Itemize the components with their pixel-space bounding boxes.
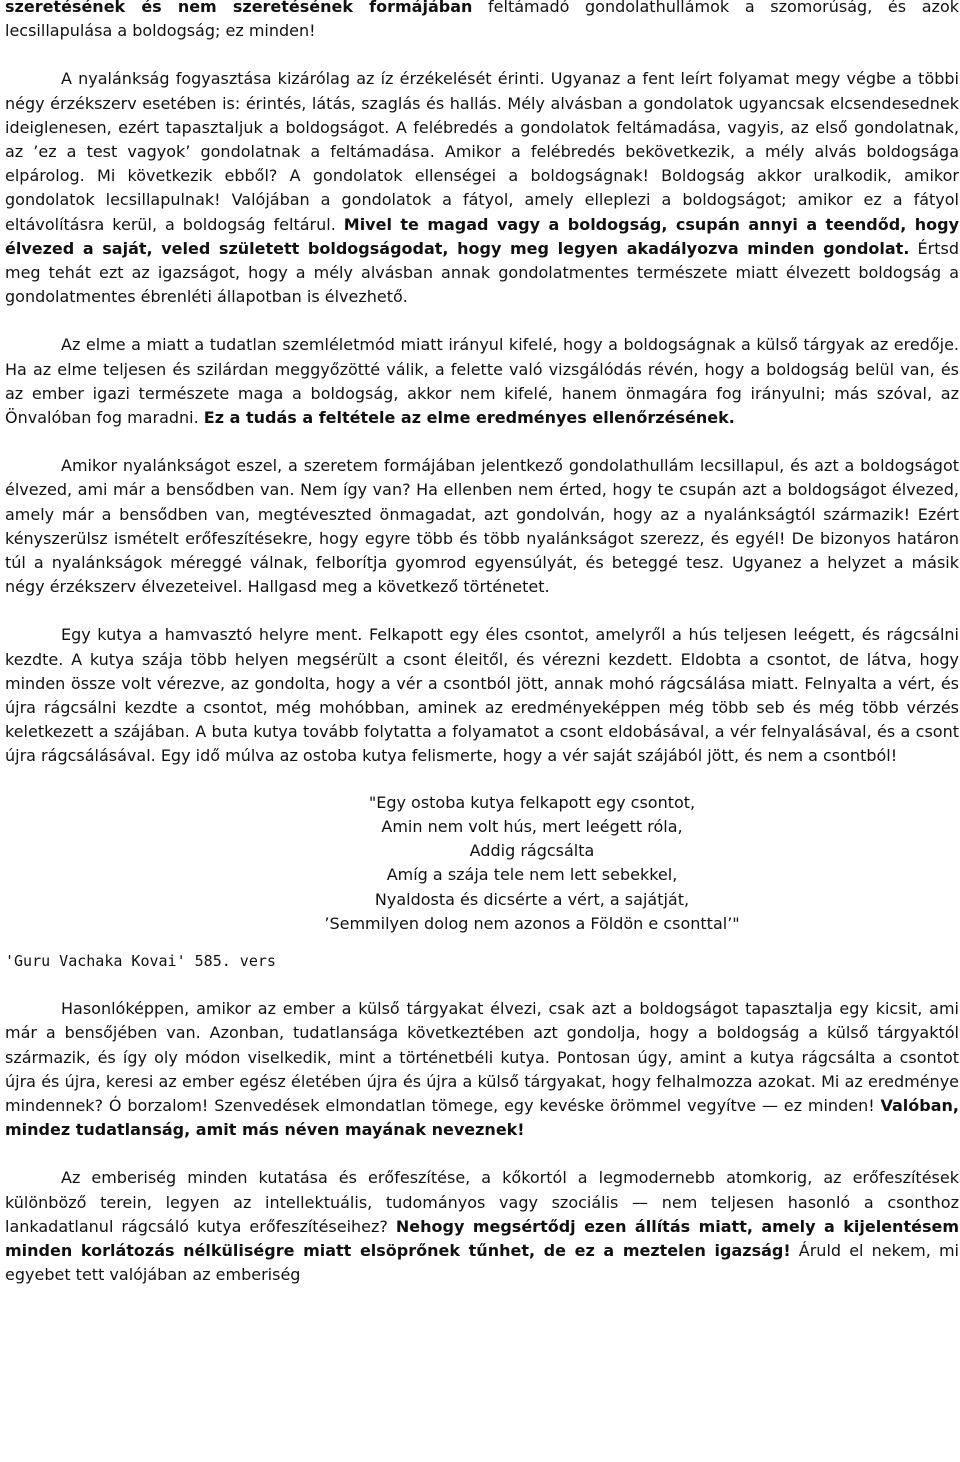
bold-text: Mivel te magad vagy a boldogság, csupán annyi a teendőd, hogy élvezed a saját, veled született boldogságodat, hogy meg legyen akadályozva minden gondolat. [5, 214, 959, 258]
poem-line: Nyaldosta és dicsérte a vért, a sajátját, [374, 889, 690, 909]
body-text: feltámadó gondolathullámok a szomorúság, és azok lecsillapulása a boldogság; ez minden! [5, 0, 959, 41]
body-text: Értsd meg tehát ezt az igazságot, hogy a mély alvásban annak gondolatmentes természete miatt élvezett boldogság a gondolatmentes ébrenléti állapotban is élvezhető. [5, 238, 959, 307]
bold-text: Ez a tudás a feltétele az elme eredményes ellenőrzésének. [203, 408, 735, 428]
body-text: Egy kutya a hamvasztó helyre ment. Felkapott egy éles csontot, amelyről a hús teljesen leégett, és rágcsálni kezdte. A kutya szája több helyen megsérült a csont éleitől, és vérezni kezdett. Eldobta a csontot, de látva, hogy minden össze volt vérezve, az gondolta, hogy a vér a csontból jött, annak mohó rágcsálása miatt. Felnyalta a vért, és újra rágcsálni kezdte a csontot, még mohóbban, aminek az eredményeképpen még több seb és még több vérzés keletkezett a szájában. A buta kutya tovább folytatta a folyamatot a csont eldobásával, a vér felnyalásával, és a csont újra rágcsálásával. Egy idő múlva az ostoba kutya felismerte, hogy a vér saját szájából jött, és nem a csontból! [5, 625, 959, 766]
poem-line: "Egy ostoba kutya felkapott egy csontot, [368, 792, 696, 812]
poem-line: Amin nem volt hús, mert leégett róla, [381, 816, 683, 836]
body-text: Áruld el nekem, mi egyebet tett valójában az emberiség [5, 1240, 959, 1285]
paragraph-7 [5, 1166, 959, 1287]
paragraph-6 [5, 997, 959, 1142]
body-text: Az emberiség minden kutatása és erőfeszítése, a kőkortól a legmodernebb atomkorig, az erőfeszítések különböző terein, legyen az intellektuális, tudományos vagy szociális — nem teljesen hasonló a csonthoz lankadatlanul rágcsáló kutya erőfeszítéseihez? [5, 1168, 959, 1236]
body-text: Az elme a miatt a tudatlan szemléletmód miatt irányul kifelé, hogy a boldogságnak a külső tárgyak az eredője. Ha az elme teljesen és szilárdan meggyőzötté válik, a felette való vizsgálódás révén, hogy a boldogság belül van, és az ember igazi természete maga a boldogság, akkor nem kifelé, hanem önmagára fog irányulni; más szóval, az Önvalóban fog maradni. [5, 335, 959, 428]
body-text: Amikor nyalánkságot eszel, a szeretem formájában jelentkező gondolathullám lecsillapul, és azt a boldogságot élvezed, ami már a bensődben van. Nem így van? Ha ellenben nem érted, hogy te csupán azt a boldogságot élvezed, amely már a bensődben van, megtéveszted önmagadat, azt gondolván, hogy az a nyalánkságtól származik! Ezért kényszerülsz ismételt erőfeszítésekre, hogy egyre több és több nyalánkságot szerezz, és egyél! De bizonyos határon túl a nyalánkságok méreggé válnak, felborítja gyomrod egyensúlyát, és beteggé tesz. Ugyanez a helyzet a másik négy érzékszerv élvezeteivel. Hallgasd meg a következő történetet. [5, 456, 959, 597]
bold-text: szeretésének és nem szeretésének formájában [5, 0, 473, 16]
poem-citation: 'Guru Vachaka Kovai' 585. vers [5, 951, 276, 970]
poem-line: ’Semmilyen dolog nem azonos a Földön e csonttal’" [324, 913, 740, 933]
paragraph-1 [5, 0, 959, 43]
body-text: Hasonlóképpen, amikor az ember a külső tárgyakat élvezi, csak azt a boldogságot tapasztalja egy kicsit, ami már a bensőjében van. Azonban, tudatlansága következtében azt gondolja, hogy a boldogság a külső tárgyaktól származik, és így oly módon viselkedik, mint a történetbéli kutya. Pontosan úgy, amint a kutya rágcsálta a csontot újra és újra, keresi az ember egész életében újra és újra a külső tárgyakat, hogy felhalmozza azokat. Mi az eredménye mindennek? Ó borzalom! Szenvedések elmondatlan tömege, egy kevéske örömmel vegyítve — ez minden! [5, 999, 959, 1115]
paragraph-3 [5, 333, 959, 430]
poem-block [5, 791, 959, 936]
paragraph-4 [5, 454, 959, 599]
bold-text: Nehogy megsértődj ezen állítás miatt, amely a kijelentésem minden korlátozás nélküliségre miatt elsöprőnek tűnhet, de ez a meztelen igazság! [5, 1216, 959, 1260]
bold-text: Valóban, mindez tudatlanság, amit más néven mayának neveznek! [5, 1095, 959, 1140]
poem-line: Amíg a szája tele nem lett sebekkel, [386, 865, 678, 885]
body-text: A nyalánkság fogyasztása kizárólag az íz érzékelését érinti. Ugyanaz a fent leírt folyamat megy végbe a többi négy érzékszerv esetében is: érintés, látás, szaglás és hallás. Mély alvásban a gondolatok ugyancsak elcsendesednek ideiglenesen, ezért tapasztaljuk a boldogságot. A felébredés a gondolatok feltámadása, vagyis, az első gondolatnak, az ’ez a test vagyok’ gondolatnak a feltámadása. Amikor a felébredés bekövetkezik, a mély alvás boldogsága elpárolog. Mi következik ebből? A gondolatok ellenségei a boldogságnak! Boldogság akkor uralkodik, amikor gondolatok lecsillapulnak! Valójában a gondolatok a fátyol, amely elleplezi a boldogságot; amikor ez a fátyol eltávolításra kerül, a boldogság feltárul. [5, 69, 959, 234]
document-page [5, 0, 959, 1287]
paragraph-2 [5, 67, 959, 309]
paragraph-5 [5, 623, 959, 768]
poem-line: Addig rágcsálta [469, 841, 595, 861]
